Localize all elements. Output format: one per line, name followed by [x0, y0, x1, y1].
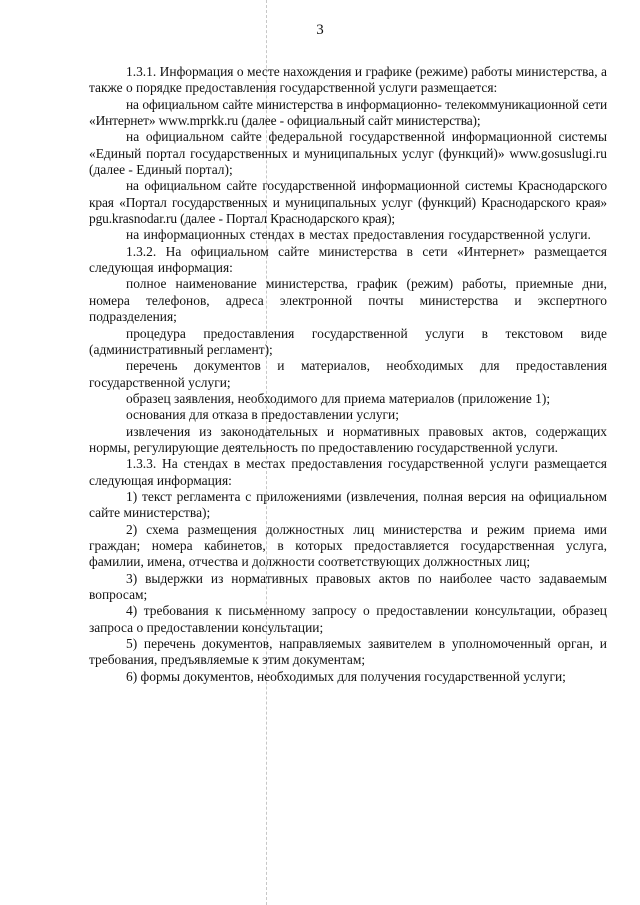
list-item-4: 4) требования к письменному запросу о предоставлении консультации, образец запроса о предоставлении консультации; [89, 603, 607, 635]
list-item-2: 2) схема размещения должностных лиц министерства и режим приема ими граждан; номера кабинетов, в которых предоставляется государственная услуга, фамилии, имена, отчества и должности соответствующих должностных лиц; [89, 521, 607, 570]
list-item-sample-application: образец заявления, необходимого для приема материалов (приложение 1); [126, 390, 551, 406]
list-item-1: 1) текст регламента с приложениями (извлечения, полная версия на официальном сайте министерства); [89, 488, 607, 521]
list-item-ministry-name: полное наименование министерства, график (режим) работы, приемные дни, номера телефонов, адреса электронной почты министерства и экспертного подразделения; [89, 276, 607, 325]
list-item-legal-extracts: извлечения из законодательных и нормативных правовых актов, содержащих нормы, регулирующие деятельность по предоставлению государственной услуги. [89, 423, 607, 455]
paragraph-unified-portal: на официальном сайте федеральной государственной информационной системы «Единый портал государственных и муниципальных услуг (функций)» www.gosuslugi.ru (далее - Единый портал); [89, 129, 607, 178]
list-item-6: 6) формы документов, необходимых для получения государственной услуги; [126, 668, 566, 684]
list-item-5: 5) перечень документов, направляемых заявителем в уполномоченный орган, и требования, предъявляемые к этим документам; [89, 636, 607, 668]
paragraph-krasnodar-portal: на официальном сайте государственной информационной системы Краснодарского края «Портал государственных и муниципальных услуг (функций) Краснодарского края» pgu.krasnodar.ru (далее - Портал Краснодарского края); [89, 178, 607, 227]
list-item-procedure: процедура предоставления государственной услуги в текстовом виде (административный регламент); [89, 325, 607, 357]
paragraph-official-site: на официальном сайте министерства в информационно- телекоммуникационной сети «Интернет» www.mprkk.ru (далее - официальный сайт министерства); [89, 96, 607, 129]
paragraph-1-3-1: 1.3.1. Информация о месте нахождения и графике (режиме) работы министерства, а также о порядке предоставления государственной услуги размещается: [89, 64, 607, 96]
list-item-refusal-grounds: основания для отказа в предоставлении услуги; [126, 407, 399, 423]
list-item-documents: перечень документов и материалов, необходимых для предоставления государственной услуги; [89, 358, 607, 390]
paragraph-info-stands: на информационных стендах в местах предоставления государственной услуги. [126, 227, 591, 243]
list-item-3: 3) выдержки из нормативных правовых актов по наиболее часто задаваемым вопросам; [89, 570, 607, 602]
document-body [89, 64, 607, 685]
paragraph-1-3-3: 1.3.3. На стендах в местах предоставления государственной услуги размещается следующая информация: [89, 456, 607, 488]
page-number: 3 [316, 22, 324, 38]
paragraph-1-3-2: 1.3.2. На официальном сайте министерства в сети «Интернет» размещается следующая информация: [89, 243, 607, 276]
